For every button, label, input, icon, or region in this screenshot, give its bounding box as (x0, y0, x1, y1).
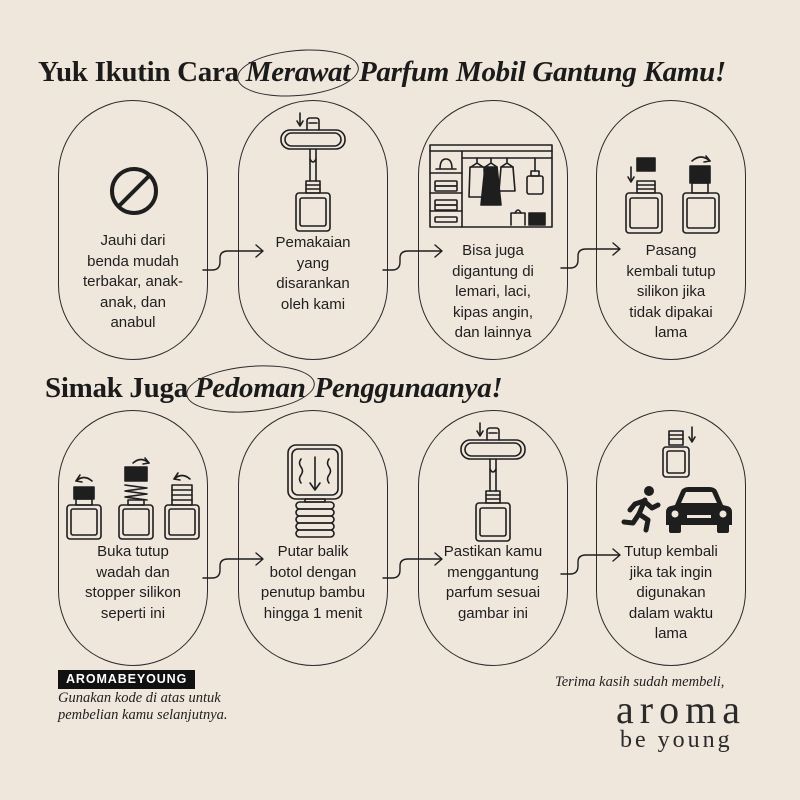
care-step-line: Jauhi dari (100, 232, 166, 249)
inverted-bottle-bamboo-cap-icon (239, 411, 389, 551)
care-step-line: silikon jika (636, 283, 706, 300)
care-step-line: anabul (110, 314, 156, 331)
care-step-line: kipas angin, (452, 303, 534, 321)
usage-step-card-1 (58, 410, 208, 666)
care-step-text (419, 241, 567, 344)
care-step-text (59, 231, 207, 334)
care-heading-highlight: Merawat (246, 52, 350, 92)
usage-heading (45, 368, 502, 408)
care-step-line: lemari, laci, (455, 283, 531, 300)
usage-step-line: hingga 1 menit (263, 604, 363, 622)
car-icon (666, 487, 732, 533)
bottle-open-stopper-icon (59, 411, 209, 551)
usage-step-line: jika tak ingin (629, 563, 713, 581)
care-heading-rest: Parfum Mobil Gantung Kamu! (359, 56, 726, 88)
running-person-icon (624, 486, 658, 530)
care-step-line: digantung di (452, 262, 534, 280)
care-step-card-3 (418, 100, 568, 360)
care-step-line: lama (654, 324, 688, 341)
usage-step-text (59, 542, 207, 624)
care-step-card-4 (596, 100, 746, 360)
care-step-line: Pasang (645, 242, 697, 259)
usage-step-card-4 (596, 410, 746, 666)
usage-step-line: seperti ini (100, 604, 166, 622)
usage-step-line: Pastikan kamu (443, 543, 543, 560)
care-step-line: disarankan (276, 275, 350, 292)
usage-heading-highlight: Pedoman (195, 368, 306, 408)
usage-step-line: Putar balik (277, 543, 349, 560)
usage-step-line: botol dengan (269, 563, 357, 581)
care-heading (38, 52, 726, 92)
brand-logo-bottom: be young (620, 727, 733, 753)
usage-step-line: wadah dan (96, 563, 170, 581)
usage-step-card-3 (418, 410, 568, 666)
promo-code-badge: AROMABEYOUNG (58, 670, 195, 689)
promo-note-line: Gunakan kode di atas untuk (58, 690, 221, 706)
usage-heading-plain: Simak Juga (45, 372, 188, 404)
usage-step-line: Buka tutup (97, 543, 169, 560)
usage-step-line: penutup bambu (260, 584, 366, 601)
care-step-line: terbakar, anak- (82, 273, 184, 290)
usage-step-line: lama (654, 625, 688, 642)
care-step-line: anak, dan (100, 293, 166, 311)
rearview-mirror-perfume-icon (419, 411, 569, 551)
rearview-mirror-perfume-icon (239, 101, 389, 241)
promo-note-line: pembelian kamu selanjutnya. (58, 707, 228, 723)
care-step-line: tidak dipakai (629, 303, 713, 321)
care-step-text (239, 233, 387, 315)
usage-heading-rest: Penggunaanya! (314, 372, 503, 404)
care-step-line: Bisa juga (462, 242, 524, 259)
care-step-line: dan lainnya (454, 324, 532, 341)
care-step-card-2 (238, 100, 388, 360)
promo-note (58, 690, 228, 724)
care-step-card-1 (58, 100, 208, 360)
care-step-line: benda mudah (87, 252, 179, 270)
usage-step-line: menggantung (447, 563, 539, 581)
usage-step-text (597, 542, 745, 645)
usage-step-line: Tutup kembali (624, 543, 718, 560)
prohibition-icon (59, 101, 209, 241)
care-step-line: oleh kami (280, 295, 346, 313)
usage-step-line: parfum sesuai (445, 584, 541, 601)
care-step-text (597, 241, 745, 344)
usage-step-card-2 (238, 410, 388, 666)
usage-step-line: dalam waktu (628, 604, 714, 622)
care-step-line: kembali tutup (626, 262, 716, 280)
usage-step-line: gambar ini (457, 604, 529, 622)
thank-you-text: Terima kasih sudah membeli, (555, 674, 725, 690)
usage-step-line: stopper silikon (85, 584, 181, 601)
usage-step-line: digunakan (636, 584, 706, 601)
usage-step-text (419, 542, 567, 624)
care-heading-plain: Yuk Ikutin Cara (38, 56, 239, 88)
care-step-line: yang (296, 254, 330, 272)
brand-logo-top: aroma (616, 687, 746, 732)
care-step-line: Pemakaian (275, 234, 351, 251)
usage-step-text (239, 542, 387, 624)
bottle-cap-replace-icon (597, 101, 747, 241)
runner-car-bottle-icon (597, 411, 747, 551)
wardrobe-icon (419, 101, 569, 241)
